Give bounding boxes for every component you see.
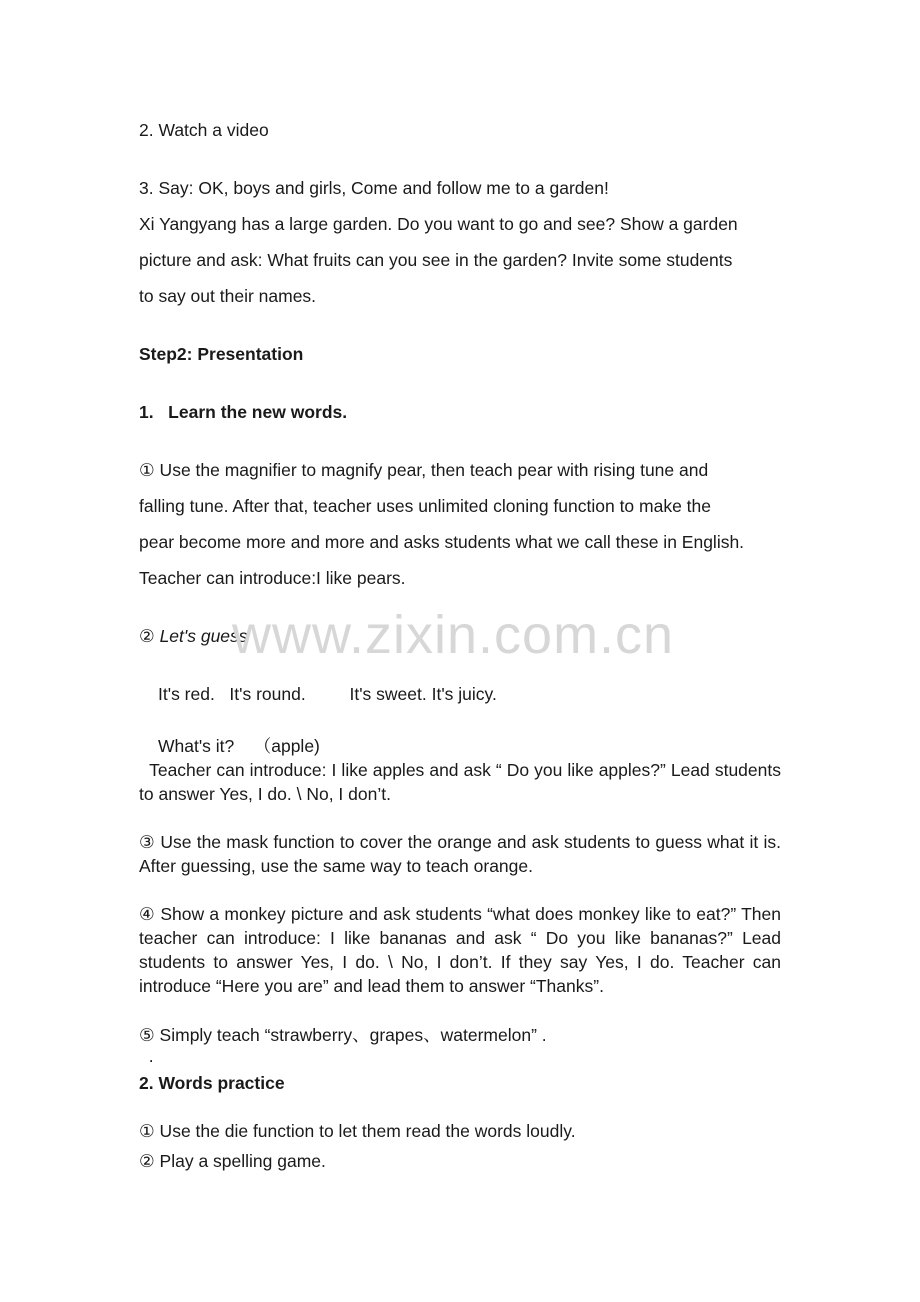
stray-dot: . (139, 1046, 154, 1066)
item-say-garden: 3. Say: OK, boys and girls, Come and follow me to a garden! (139, 178, 609, 198)
text-line: to say out their names. (139, 286, 317, 306)
circled-number: ② (139, 626, 160, 646)
step2-heading: Step2: Presentation (139, 344, 304, 364)
learn-new-words-heading: 1. Learn the new words. (139, 402, 348, 422)
guess-clues: It's red. It's round. It's sweet. It's juicy. (158, 684, 497, 704)
lets-guess-line (139, 626, 248, 646)
text-line: falling tune. After that, teacher uses unlimited cloning function to make the (139, 496, 712, 516)
text-line: ⑤ Simply teach “strawberry、grapes、watermelon” . (139, 1025, 547, 1045)
text-line: ② Play a spelling game. (139, 1151, 326, 1171)
text-line: ① Use the magnifier to magnify pear, then teach pear with rising tune and (139, 460, 709, 480)
paragraph-apples: Teacher can introduce: I like apples and ask “ Do you like apples?” Lead students to answer Yes, I do. \ No, I don’t. (139, 760, 781, 804)
watermark-text: www.zixin.com.cn (232, 605, 675, 665)
text-line: ① Use the die function to let them read the words loudly. (139, 1121, 576, 1141)
text-line: Xi Yangyang has a large garden. Do you want to go and see? Show a garden (139, 214, 738, 234)
paragraph-orange: ③ Use the mask function to cover the orange and ask students to guess what it is. After guessing, use the same way to teach orange. (139, 832, 781, 876)
text-line: Teacher can introduce:I like pears. (139, 568, 406, 588)
text-line: pear become more and more and asks students what we call these in English. (139, 532, 745, 552)
lets-guess-label: Let's guess (159, 626, 248, 646)
item-watch-video: 2. Watch a video (139, 120, 269, 140)
guess-question: What's it? （apple) (158, 736, 320, 756)
text-line: picture and ask: What fruits can you see in the garden? Invite some students (139, 250, 733, 270)
paragraph-bananas: ④ Show a monkey picture and ask students “what does monkey like to eat?” Then teacher can introduce: I like bananas and ask “ Do you like bananas?” Lead students to answer Yes, I do. \ No, I don’t. If they say Yes, I do. Teacher can introduce “Here you are” and lead them to answer “Thanks”. (139, 904, 781, 996)
words-practice-heading: 2. Words practice (139, 1073, 285, 1093)
